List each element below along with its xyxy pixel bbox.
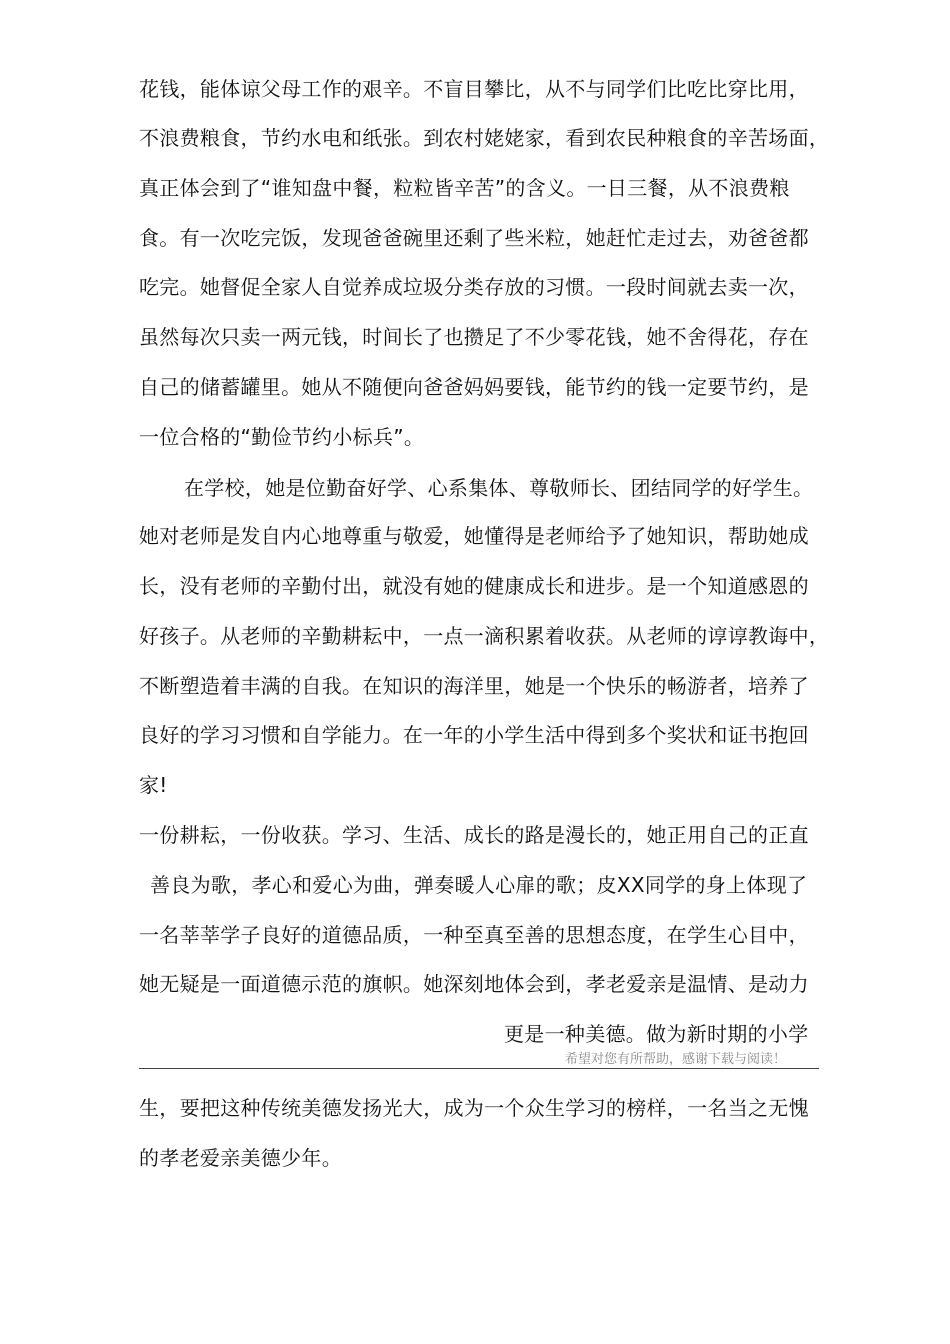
text-line: 真正体会到了“谁知盘中餐，粒粒皆辛苦”的含义。一日三餐，从不浪费粮 [139, 176, 790, 200]
text-line: 长，没有老师的辛勤付出，就没有她的健康成长和进步。是一个知道感恩的 [139, 574, 809, 598]
text-line: 一份耕耘，一份收获。学习、生活、成长的路是漫长的，她正用自己的正直 [139, 823, 809, 847]
text-line: 更是一种美德。做为新时期的小学 [504, 1022, 809, 1046]
text-line: 一名莘莘学子良好的道德品质，一种至真至善的思想态度，在学生心目中， [139, 923, 809, 947]
text-line: 不断塑造着丰满的自我。在知识的海洋里，她是一个快乐的畅游者，培养了 [139, 674, 809, 698]
text-line: 一位合格的“勤俭节约小标兵”。 [139, 425, 425, 449]
text-line: 的孝老爱亲美德少年。 [139, 1146, 342, 1170]
text-line: 花钱，能体谅父母工作的艰辛。不盲目攀比，从不与同学们比吃比穿比用， [139, 77, 809, 101]
text-line: 她无疑是一面道德示范的旗帜。她深刻地体会到，孝老爱亲是温情、是动力 [139, 972, 809, 996]
footer-divider [139, 1068, 819, 1069]
text-line: 吃完。她督促全家人自觉养成垃圾分类存放的习惯。一段时间就去卖一次， [139, 275, 809, 299]
text-line: 自己的储蓄罐里。她从不随便向爸爸妈妈要钱，能节约的钱一定要节约，是 [139, 375, 809, 399]
footer-note: 希望对您有所帮助，感谢下载与阅读！ [565, 1052, 787, 1067]
text-line: 她对老师是发自内心地尊重与敬爱，她懂得是老师给予了她知识，帮助她成 [139, 524, 809, 548]
text-line: 家! [139, 773, 168, 797]
text-line: 好孩子。从老师的辛勤耕耘中，一点一滴积累着收获。从老师的谆谆教诲中， [139, 624, 830, 648]
text-line: 虽然每次只卖一两元钱，时间长了也攒足了不少零花钱，她不舍得花，存在 [139, 325, 809, 349]
text-line: 生，要把这种传统美德发扬光大，成为一个众生学习的榜样，一名当之无愧 [139, 1096, 809, 1120]
text-line: 善良为歌，孝心和爱心为曲，弹奏暖人心扉的歌；皮XX同学的身上体现了 [150, 873, 808, 897]
text-line: 不浪费粮食，节约水电和纸张。到农村姥姥家，看到农民种粮食的辛苦场面， [139, 126, 830, 150]
text-line: 在学校，她是位勤奋好学、心系集体、尊敬师长、团结同学的好学生。 [184, 476, 814, 500]
text-line: 良好的学习习惯和自学能力。在一年的小学生活中得到多个奖状和证书抱回 [139, 723, 809, 747]
text-line: 食。有一次吃完饭，发现爸爸碗里还剩了些米粒，她赶忙走过去，劝爸爸都 [139, 226, 809, 250]
